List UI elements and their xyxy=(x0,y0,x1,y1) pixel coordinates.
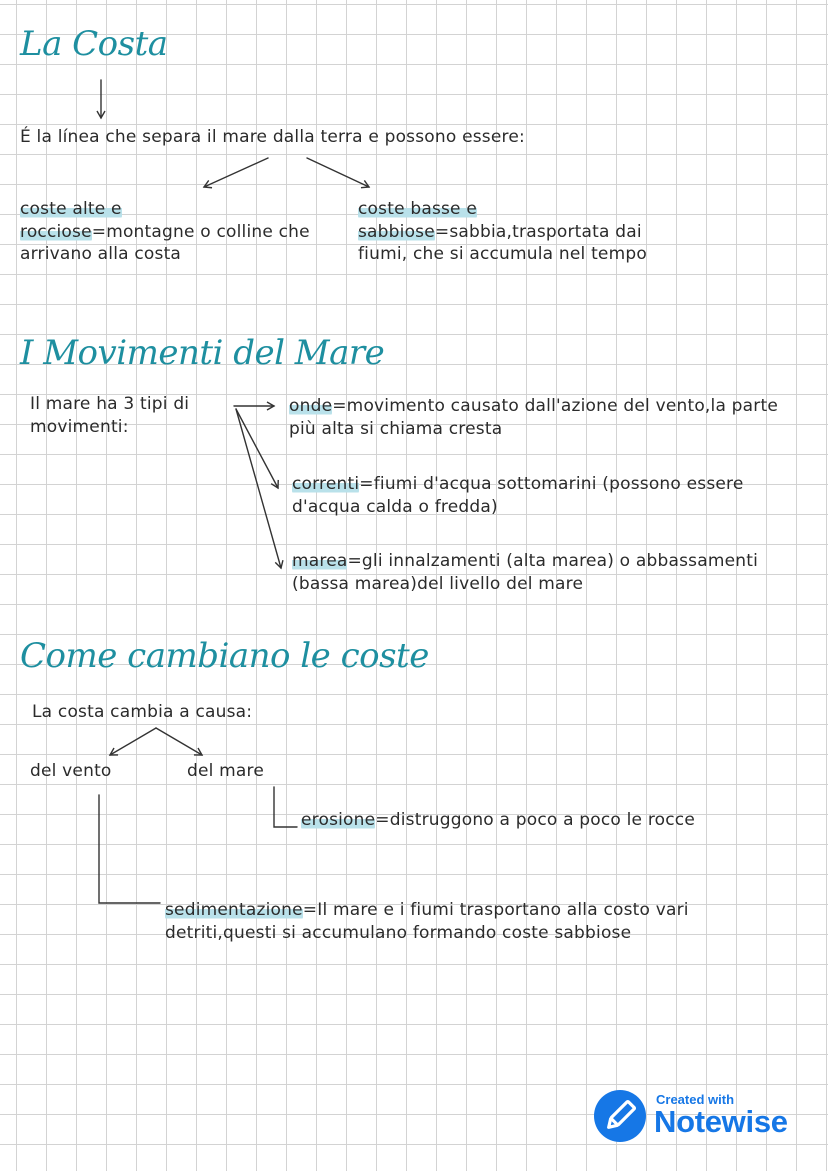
term-erosione: erosione xyxy=(301,810,376,830)
arrow-to-mare xyxy=(156,728,202,755)
def-onde: =movimento causato dall'azione del vento,la parte più alta si chiama cresta xyxy=(289,396,779,439)
item-correnti xyxy=(292,473,752,518)
coste-alte-block xyxy=(20,198,320,266)
item-marea xyxy=(292,550,792,595)
line-to-erosione xyxy=(274,787,297,827)
line-to-sedimentazione xyxy=(99,795,160,903)
heading-la-costa: La Costa xyxy=(20,24,168,64)
term-onde: onde xyxy=(289,396,333,416)
cause-mare: del mare xyxy=(187,761,265,781)
arrow-to-vento xyxy=(110,728,156,755)
intro-costa: É la línea che separa il mare dalla terra e possono essere: xyxy=(20,127,525,147)
arrow-to-coste-basse xyxy=(307,158,369,187)
term-coste-basse: coste basse e xyxy=(358,199,477,219)
arrow-to-coste-alte xyxy=(204,158,268,187)
item-onde xyxy=(289,395,789,440)
item-sedimentazione xyxy=(165,899,725,944)
heading-movimenti: I Movimenti del Mare xyxy=(20,333,385,373)
term-coste-alte: coste alte e xyxy=(20,199,122,219)
cause-vento: del vento xyxy=(30,761,112,781)
def-sedimentazione: =Il mare e i fiumi trasportano alla costo vari detriti,questi si accumulano formando coste sabbiose xyxy=(165,900,689,943)
term-sabbiose: sabbiose xyxy=(358,221,435,242)
arrow-to-correnti xyxy=(236,409,278,488)
intro-movimenti: Il mare ha 3 tipi di movimenti: xyxy=(30,394,190,437)
def-marea: =gli innalzamenti (alta marea) o abbassamenti (bassa marea)del livello del mare xyxy=(292,551,759,594)
created-with-label: Created with xyxy=(656,1092,735,1107)
intro-cambia: La costa cambia a causa: xyxy=(32,702,253,722)
def-erosione: =distruggono a poco a poco le rocce xyxy=(375,810,695,830)
pencil-icon xyxy=(594,1090,646,1142)
term-rocciose: rocciose xyxy=(20,221,92,242)
coste-basse-block xyxy=(358,198,658,266)
arrow-to-marea xyxy=(236,409,281,568)
notewise-logo xyxy=(594,1090,804,1146)
term-correnti: correnti xyxy=(292,474,360,494)
term-sedimentazione: sedimentazione xyxy=(165,900,303,920)
notewise-label: Notewise xyxy=(654,1104,788,1139)
item-erosione xyxy=(301,809,721,832)
heading-come-cambiano: Come cambiano le coste xyxy=(20,636,429,676)
def-coste-alte: =montagne o colline che arrivano alla costa xyxy=(20,221,310,264)
def-correnti: =fiumi d'acqua sottomarini (possono essere d'acqua calda o fredda) xyxy=(292,474,744,517)
def-coste-basse: =sabbia,trasportata dai fiumi, che si accumula nel tempo xyxy=(358,221,647,264)
term-marea: marea xyxy=(292,551,348,571)
